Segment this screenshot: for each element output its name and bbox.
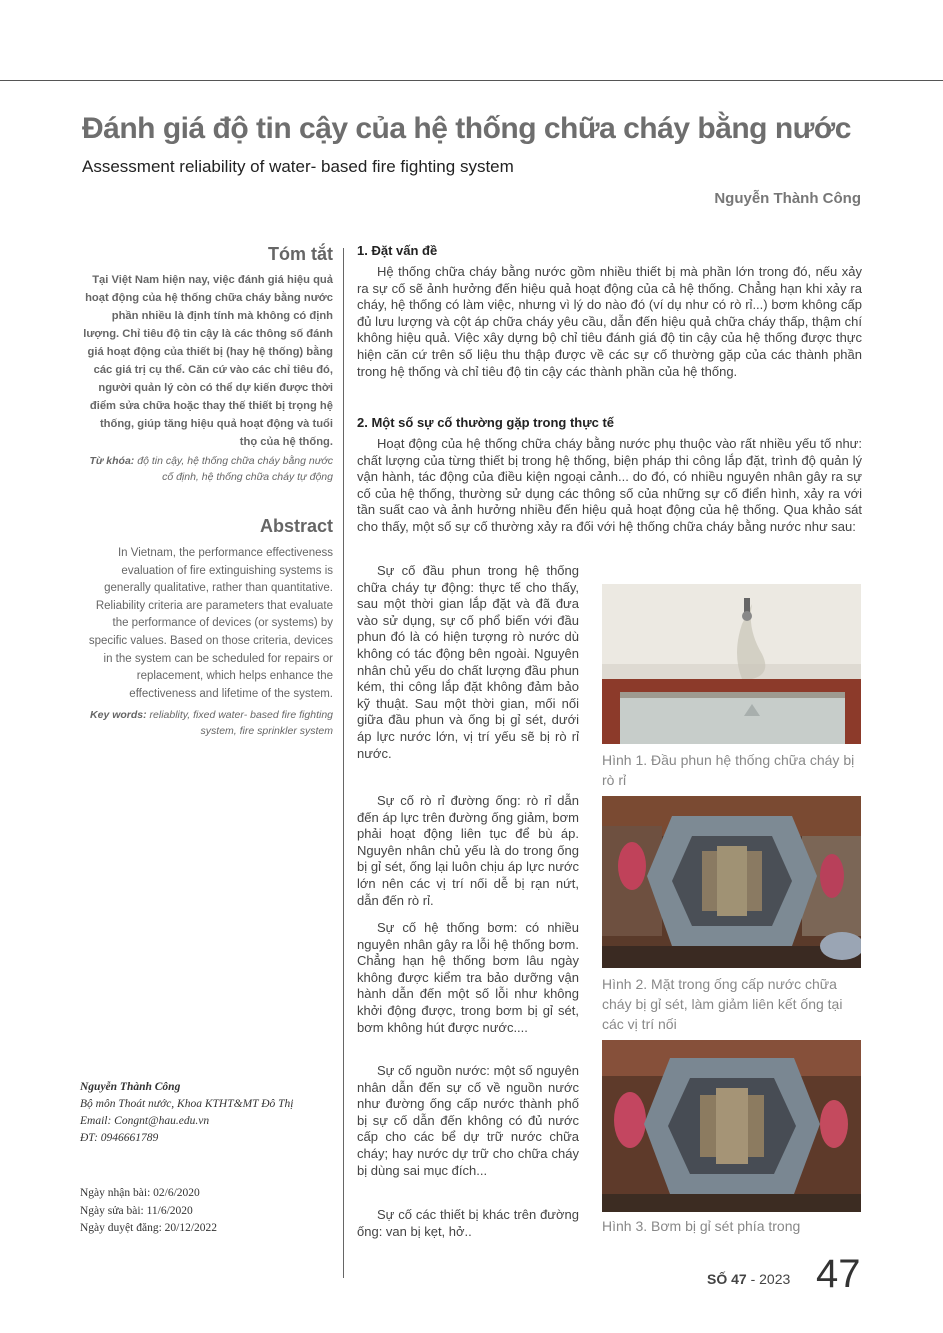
issue-number: SỐ 47 <box>707 1271 747 1287</box>
issue-year: - 2023 <box>746 1271 791 1287</box>
article-subtitle: Assessment reliability of water- based fire fighting system <box>82 157 514 176</box>
footer-issue <box>707 1271 790 1287</box>
author-info-email: Email: Congnt@hau.edu.vn <box>80 1115 210 1127</box>
figure3-image <box>602 1040 861 1212</box>
date-received: Ngày nhận bài: 02/6/2020 <box>80 1187 200 1199</box>
summary-en <box>80 516 333 739</box>
top-rule <box>0 80 943 81</box>
keywords-label-en: Key words: <box>90 709 147 722</box>
figure1-caption: Hình 1. Đầu phun hệ thống chữa cháy bị rò rỉ <box>602 752 855 788</box>
section2-p3: Sự cố hệ thống bơm: có nhiều nguyên nhân gây ra lỗi hệ thống bơm. Chẳng hạn hệ thống bơm lâu ngày không được kiểm tra bảo dưỡng vận hành dẫn đến một số lỗi như không khởi động được, trong bơm bị gỉ sét, bơm không hút được nước.... <box>357 920 579 1035</box>
figure2-image <box>602 796 861 968</box>
page-number: 47 <box>816 1252 861 1296</box>
section2-p1: Sự cố đầu phun trong hệ thống chữa cháy tự động: thực tế cho thấy, sau một thời gian lắp đặt và đã đưa vào sử dụng, sự cố phổ biến với đầu phun đó là có hiện tượng rò nước dù không có tác động bên ngoài. Nguyên nhân chủ yếu do chất lượng đầu phun kém, thi công lắp đặt không đảm bảo kỹ thuật. Sau một thời gian, mối nối giữa đầu phun và ống bị gỉ sét, dưới áp lực nước lớn, vị trí yếu sẽ bị rò rỉ nước. <box>357 563 579 761</box>
section2-p4: Sự cố nguồn nước: một số nguyên nhân dẫn đến sự cố về nguồn nước như đường ống cấp nước thành phố bị sự cố dẫn đến không có đủ nước cấp cho các bể dự trữ nước chữa cháy; hay nước dự trữ cho chữa cháy bị dùng sai mục đích... <box>357 1063 579 1178</box>
author-info <box>80 1079 340 1147</box>
author-info-name: Nguyễn Thành Công <box>80 1081 181 1093</box>
article-title: Đánh giá độ tin cậy của hệ thống chữa cháy bằng nước <box>82 112 851 145</box>
section2-heading: 2. Một số sự cố thường gặp trong thực tế <box>357 415 615 430</box>
date-revised: Ngày sửa bài: 11/6/2020 <box>80 1204 193 1217</box>
summary-vi <box>80 244 333 485</box>
summary-en-keywords <box>80 707 333 739</box>
section2-p5: Sự cố các thiết bị khác trên đường ống: van bị kẹt, hở.. <box>357 1207 579 1239</box>
section2-p2: Sự cố rò rỉ đường ống: rò rỉ dẫn đến áp lực trên đường ống giảm, bơm phải hoạt động liên tục để bù áp. Nguyên nhân chủ yếu là do trong ống bị gỉ sét, ống lại luôn chịu áp lực nước lớn nên các vị trí nối dễ bị rạn nứt, dẫn đến rò rỉ. <box>357 793 579 908</box>
summary-en-heading: Abstract <box>259 516 333 536</box>
author-info-phone: ĐT: 0946661789 <box>80 1132 159 1144</box>
section1-heading: 1. Đặt vấn đề <box>357 243 438 258</box>
article-author: Nguyễn Thành Công <box>714 190 861 207</box>
summary-vi-text: Tại Việt Nam hiện nay, việc đánh giá hiệu quả hoạt động của hệ thống chữa cháy bằng nước phần nhiều là định tính mà không có định lượng. Chỉ tiêu độ tin cậy là các thông số đánh giá hoạt động của thiết bị (hay hệ thống) bằng các giá trị cụ thể. Căn cứ vào các chỉ tiêu đó, người quản lý còn có thể dự kiến được thời điểm sửa chữa hoặc thay thế thiết bị trọng hệ thống, giúp tăng hiệu quả hoạt động và tuổi thọ của hệ thống. <box>83 274 333 448</box>
figure2-caption: Hình 2. Mặt trong ống cấp nước chữa cháy bị gỉ sét, làm giảm liên kết ống tại các vị trí nối <box>602 976 843 1032</box>
section2-intro: Hoạt động của hệ thống chữa cháy bằng nước phụ thuộc vào rất nhiều yếu tố như: chất lượng của từng thiết bị trong hệ thống, biện pháp thi công lắp đặt, trình độ quản lý vận hành, tác động của điều kiện ngoại cảnh... do đó, có nhiều nguyên nhân gây ra sự cố của hệ thống, thường sử dụng các thông số của những sự cố điển hình, xảy ra với tần suất cao và ảnh hưởng nhiều đến hiệu quả hoạt động của hệ thống. Qua khảo sát cho thấy, một số sự cố thường xảy ra đối với hệ thống chữa cháy bằng nước như sau: <box>357 436 862 534</box>
keywords-en: reliablity, fixed water- based fire fighting system, fire sprinkler system <box>149 709 333 738</box>
section1-text: Hệ thống chữa cháy bằng nước gồm nhiều thiết bị mà phần lớn trong đó, nếu xảy ra sự cố sẽ ảnh hưởng đến hiệu quả hoạt động của cả hệ thống. Chẳng hạn khi xảy ra cháy, hệ thống có làm việc, nhưng vì lý do nào đó (ví dụ như có rò rỉ...) bơm không cấp đủ lưu lượng và cột áp chữa cháy yêu cầu, dẫn đến hiệu quả chữa cháy thấp, thậm chí không hiệu quả. Việc xây dựng bộ chỉ tiêu đánh giá độ tin cậy của hệ thống được thực hiện căn cứ trên số liệu thu thập được về các sự cố thường gặp của các thành phần trong hệ thống và chỉ tiêu độ tin cậy các thành phần của hệ thống. <box>357 264 862 379</box>
keywords-label-vi: Từ khóa: <box>89 455 135 467</box>
column-divider <box>343 248 344 1278</box>
figure3-caption: Hình 3. Bơm bị gỉ sét phía trong <box>602 1218 801 1234</box>
article-dates <box>80 1185 340 1238</box>
keywords-vi: độ tin cậy, hệ thống chữa cháy bằng nước cố định, hệ thống chữa cháy tự động <box>137 455 333 483</box>
date-accepted: Ngày duyệt đăng: 20/12/2022 <box>80 1222 218 1234</box>
figure1-image <box>602 584 861 744</box>
summary-vi-keywords <box>80 453 333 485</box>
author-info-dept: Bộ môn Thoát nước, Khoa KTHT&MT Đô Thị <box>80 1098 294 1110</box>
summary-vi-heading: Tóm tắt <box>268 244 333 264</box>
summary-en-text: In Vietnam, the performance effectiveness evaluation of fire extinguishing systems is generally qualitative, rather than quantitative. Reliability criteria are parameters that evaluate the performance of devices (or systems) by specific values. Based on those criteria, devices in the system can be scheduled for repairs or replacement, which helps enhance the effectiveness and lifetime of the system. <box>88 547 333 700</box>
